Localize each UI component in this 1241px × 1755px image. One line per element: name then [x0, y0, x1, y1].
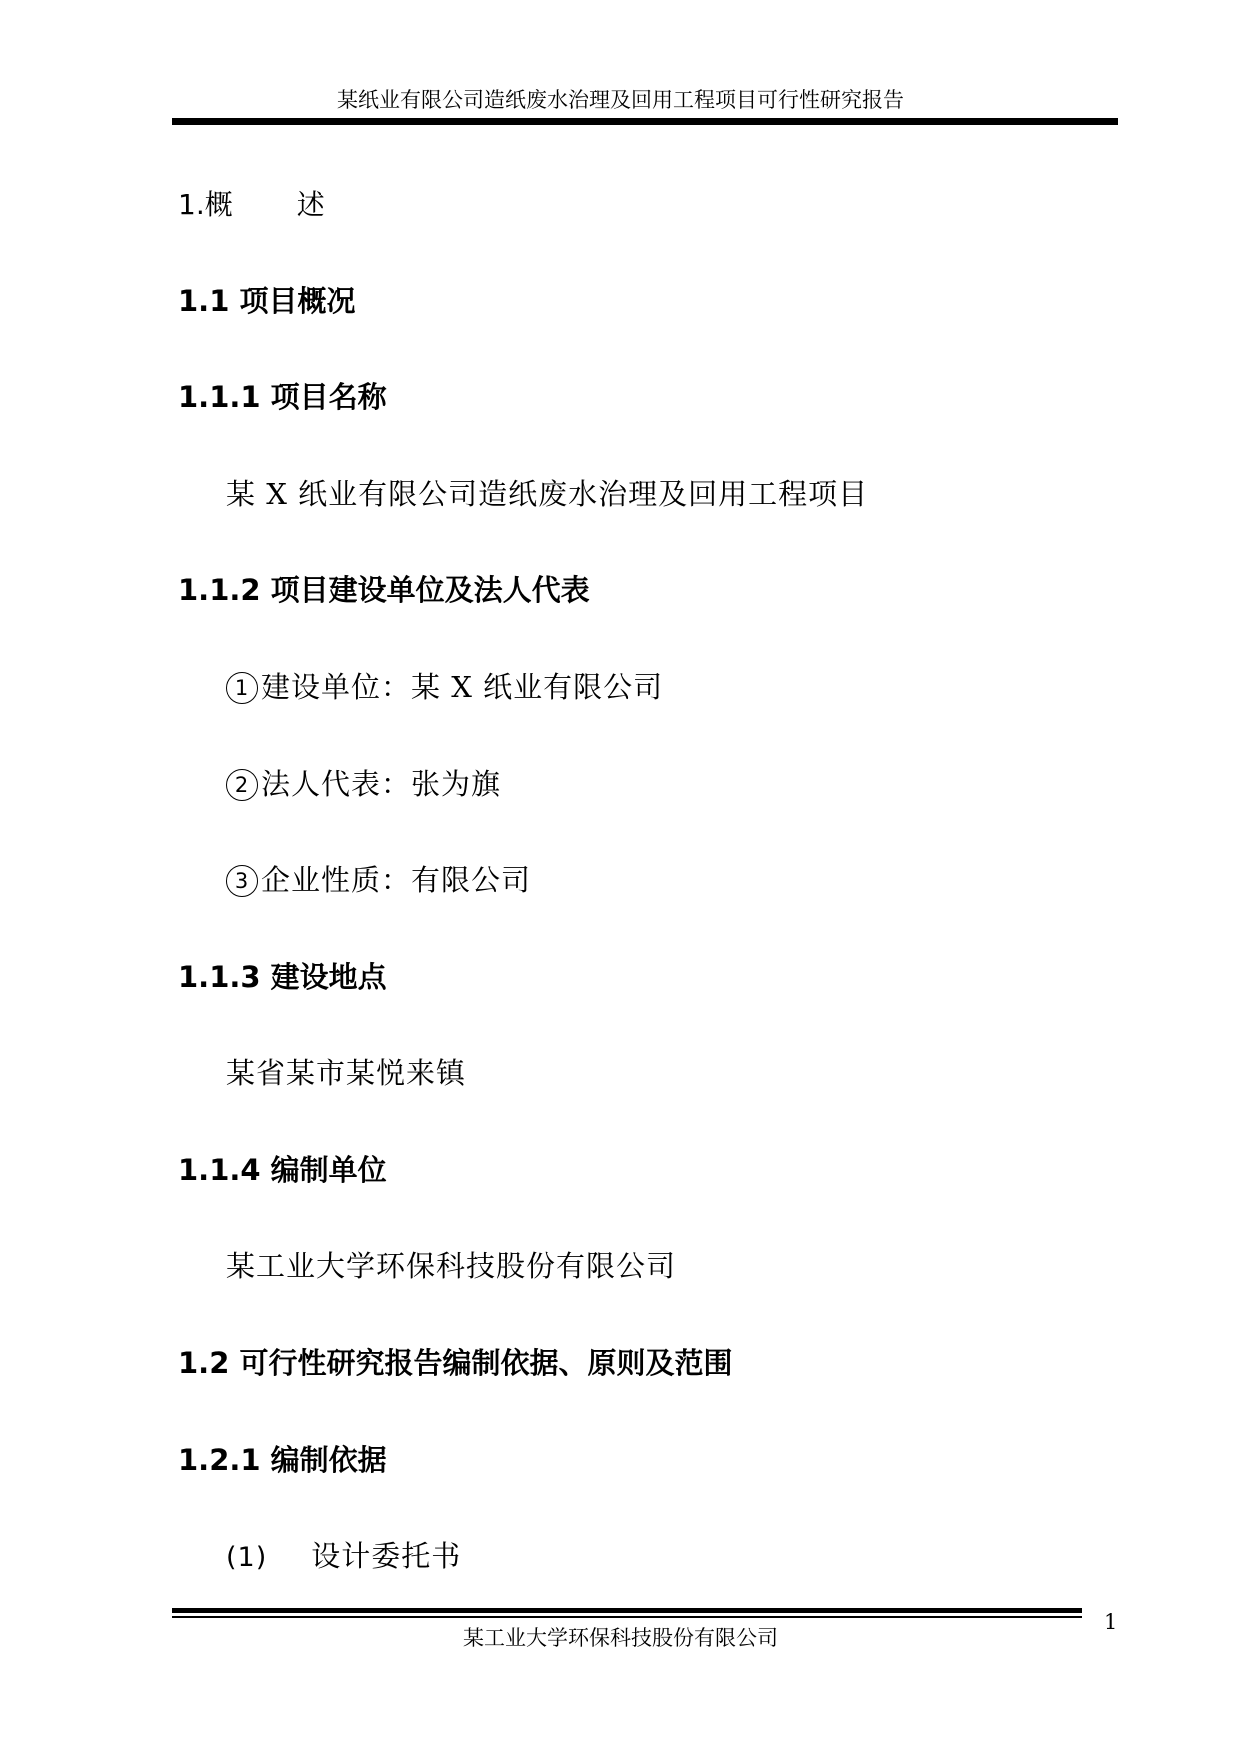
section-heading-1-1-4: 1.1.4 编制单位 — [178, 1153, 387, 1187]
project-name-text: 某 X 纸业有限公司造纸废水治理及回用工程项目 — [226, 477, 869, 511]
list-item-legal-rep — [226, 762, 501, 803]
list-item-construction-unit — [226, 665, 663, 706]
page-number: 1 — [1104, 1610, 1118, 1634]
circled-number-3: 3 — [226, 865, 258, 897]
section-heading-1-1: 1.1 项目概况 — [178, 284, 356, 318]
basis-list-item — [226, 1534, 461, 1575]
chapter-number: 1. — [178, 188, 205, 221]
chapter-heading — [178, 183, 325, 223]
footer-rule-thin — [172, 1616, 1082, 1618]
section-heading-1-1-2: 1.1.2 项目建设单位及法人代表 — [178, 573, 590, 607]
running-header: 某纸业有限公司造纸废水治理及回用工程项目可行性研究报告 — [337, 88, 904, 112]
location-text: 某省某市某悦来镇 — [226, 1056, 467, 1090]
section-heading-1-2-1: 1.2.1 编制依据 — [178, 1443, 387, 1477]
circled-number-1: 1 — [226, 672, 258, 704]
running-footer: 某工业大学环保科技股份有限公司 — [463, 1626, 778, 1650]
list-item-text: 企业性质：有限公司 — [261, 863, 532, 897]
chapter-title-part-b: 述 — [296, 188, 325, 221]
chapter-title-part-a: 概 — [204, 188, 233, 221]
circled-number-2: 2 — [226, 769, 258, 801]
compiler-text: 某工业大学环保科技股份有限公司 — [226, 1249, 677, 1283]
section-heading-1-1-1: 1.1.1 项目名称 — [178, 380, 387, 414]
list-item-text: 法人代表：张为旗 — [261, 767, 502, 801]
list-marker: (1) — [226, 1542, 268, 1573]
section-heading-1-1-3: 1.1.3 建设地点 — [178, 960, 387, 994]
header-rule — [172, 118, 1118, 125]
list-item-enterprise-type — [226, 858, 531, 899]
list-item-text: 设计委托书 — [311, 1539, 462, 1573]
footer-rule-thick — [172, 1608, 1082, 1613]
section-heading-1-2: 1.2 可行性研究报告编制依据、原则及范围 — [178, 1346, 733, 1380]
list-item-text: 建设单位：某 X 纸业有限公司 — [261, 670, 664, 704]
